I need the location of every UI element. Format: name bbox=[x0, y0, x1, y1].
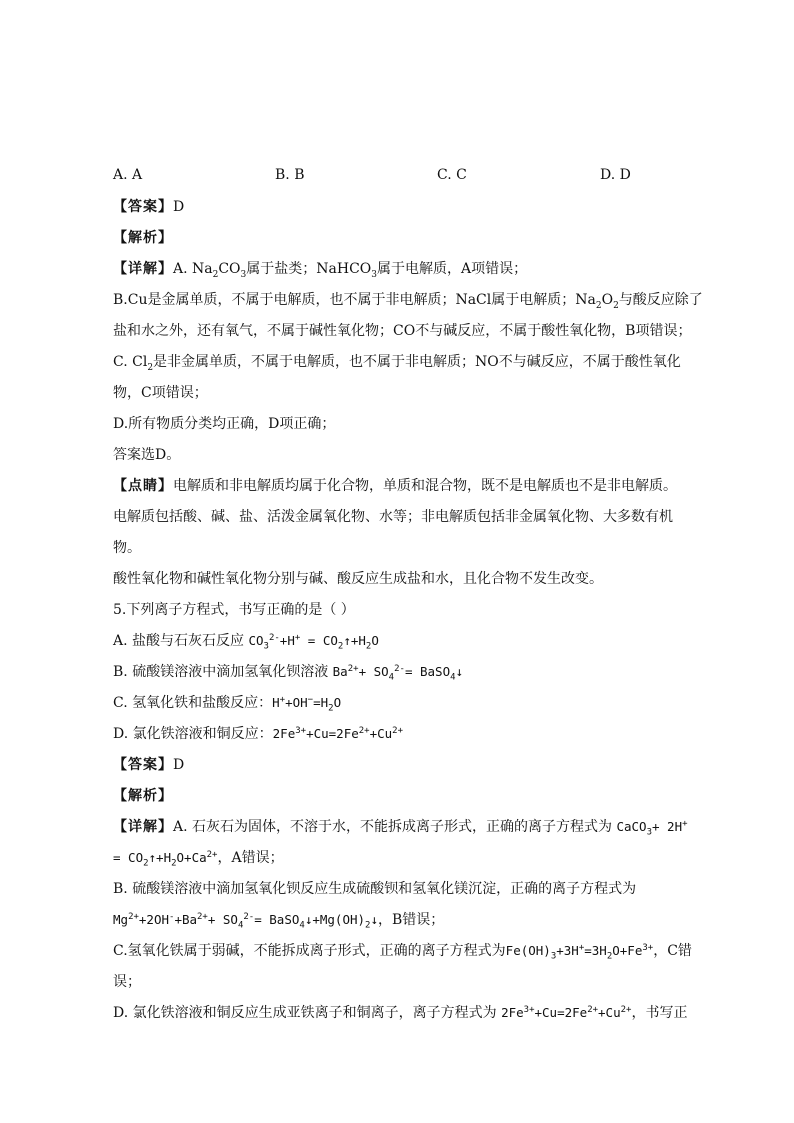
q5-analysis-label: 【解析】 bbox=[113, 788, 173, 804]
q5-detail-c-2: 误； bbox=[113, 974, 141, 990]
q4-detail-b-2: 盐和水之外，还有氧气，不属于碱性氧化物；CO不与碱反应，不属于酸性氧化物，B项错误； bbox=[113, 323, 692, 339]
q4-detail-c-2: 物，C项错误； bbox=[113, 385, 208, 401]
option-c: C. C bbox=[437, 167, 467, 183]
q5-detail-a-2: = $CO_2↑+H_2O+Ca^{2+}$，A错误； bbox=[113, 849, 284, 869]
option-d: D. D bbox=[600, 167, 631, 183]
q4-analysis-label: 【解析】 bbox=[113, 230, 173, 246]
q4-answer: 【答案】D bbox=[113, 199, 185, 215]
q5-option-b: B. 硫酸镁溶液中滴加氢氧化钡溶液 $Ba^{2+}+ SO_4^{2-}=$ BaSO$_4$↓ bbox=[113, 663, 464, 683]
q4-tip-2: 电解质包括酸、碱、盐、活泼金属氧化物、水等；非电解质包括非金属氧化物、大多数有机 bbox=[113, 509, 673, 525]
q5-detail-a: 【详解】A. 石灰石为固体，不溶于水，不能拆成离子形式，正确的离子方程式为 CaCO$_3$+ 2H+ bbox=[113, 818, 688, 838]
q5-detail-c: C.氢氧化铁属于弱碱，不能拆成离子形式，正确的离子方程式为$Fe(OH)_3+3H^+=3H_2O+Fe^{3+}$，C错 bbox=[113, 942, 692, 962]
q4-detail-c: C. $Cl_2$是非金属单质，不属于电解质，也不属于非电解质；NO不与碱反应，不属于酸性氧化 bbox=[113, 354, 681, 373]
option-b: B. B bbox=[275, 167, 305, 183]
q4-conclusion: 答案选D。 bbox=[113, 447, 181, 463]
q5-option-a: A. 盐酸与石灰石反应 $CO_3^{2-}+H^+$ = $CO_2↑+H_2O$ bbox=[113, 632, 379, 652]
q5-detail-b: B. 硫酸镁溶液中滴加氢氧化钡反应生成硫酸钡和氢氧化镁沉淀，正确的离子方程式为 bbox=[113, 881, 637, 897]
q4-tip-4: 酸性氧化物和碱性氧化物分别与碱、酸反应生成盐和水，且化合物不发生改变。 bbox=[113, 571, 603, 587]
q5-detail-b-2: $Mg^{2+}+2OH^-+Ba^{2+}+ SO_4^{2-}=$ $BaSO_4↓+Mg(OH)_2↓$，B错误； bbox=[113, 911, 445, 931]
q4-detail-d: D.所有物质分类均正确，D项正确； bbox=[113, 416, 336, 432]
q5-option-d: D. 氯化铁溶液和铜反应：$2Fe^{3+}+Cu=2Fe^{2+}+Cu^{2+}$ bbox=[113, 725, 404, 742]
option-a: A. A bbox=[113, 167, 143, 183]
q4-detail-a: 【详解】A. $Na_2CO_3$属于盐类；NaHCO$_3$属于电解质，A项错误； bbox=[113, 261, 528, 280]
q4-tip-3: 物。 bbox=[113, 540, 141, 556]
q5-detail-d: D. 氯化铁溶液和铜反应生成亚铁离子和铜离子，离子方程式为 $2Fe^{3+}+Cu=2Fe^{2+}+Cu^{2+}$，书写正 bbox=[113, 1004, 688, 1021]
q5-answer: 【答案】D bbox=[113, 757, 185, 773]
q5-stem: 5.下列离子方程式，书写正确的是（ ） bbox=[113, 602, 355, 618]
q4-detail-b: B.Cu是金属单质，不属于电解质，也不属于非电解质；NaCl属于电解质；$Na_2O_2$与酸反应除了 bbox=[113, 292, 703, 311]
q5-option-c: C. 氢氧化铁和盐酸反应：$H^++OH^-=H_2O$ bbox=[113, 694, 342, 714]
q4-tip: 【点睛】电解质和非电解质均属于化合物，单质和混合物，既不是电解质也不是非电解质。 bbox=[113, 478, 677, 494]
